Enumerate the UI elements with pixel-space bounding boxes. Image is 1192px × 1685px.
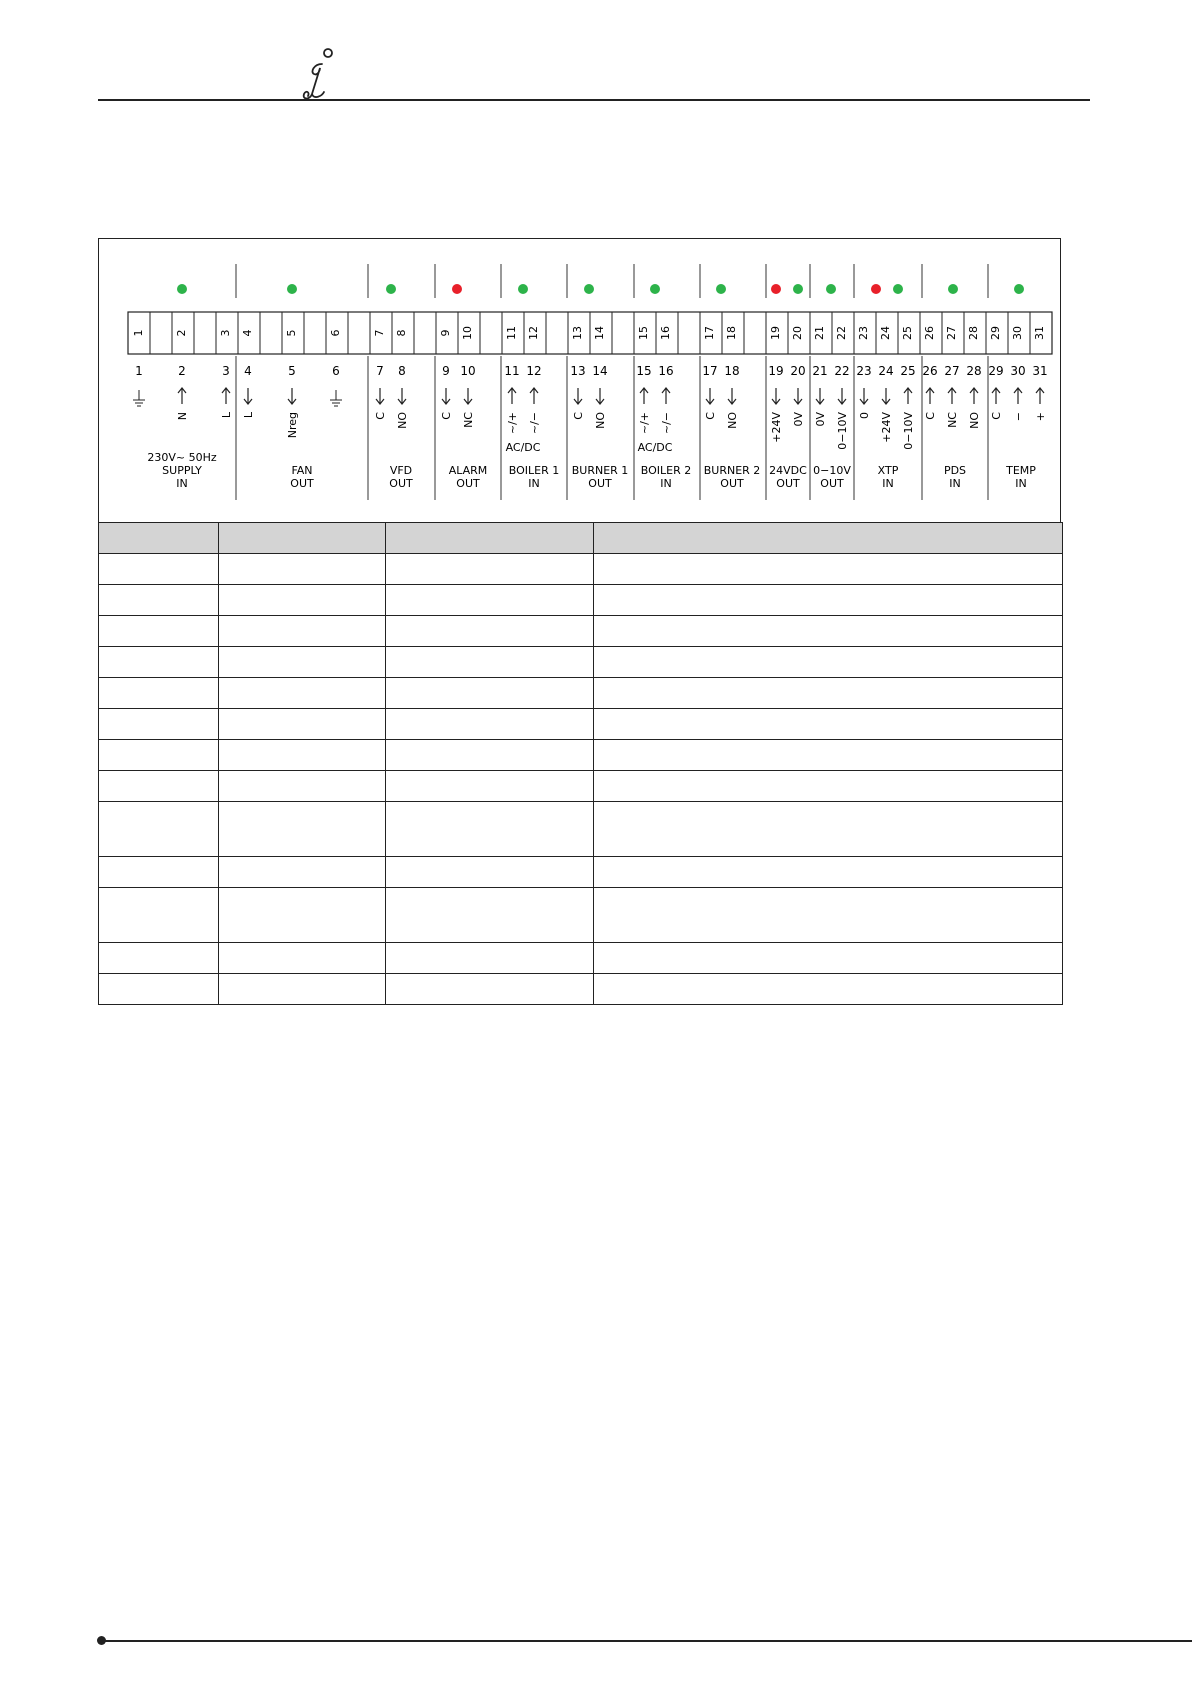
status-led-green [1014,284,1024,294]
terminal-strip-number: 18 [725,326,738,340]
terminal-strip-number: 17 [703,326,716,340]
group-label-burner1: BURNER 1 [571,464,629,477]
group-label-vfd: VFD [389,464,413,477]
signal-label: 0V [814,412,827,427]
terminal-number: 22 [834,364,850,378]
signal-label: N [176,412,189,421]
table-cell [386,974,594,1005]
status-led-green [716,284,726,294]
status-led-red [452,284,462,294]
terminal-number: 31 [1032,364,1048,378]
table-cell [99,678,219,709]
terminal-number: 9 [442,364,450,378]
status-led-green [826,284,836,294]
status-led-green [650,284,660,294]
terminal-number: 4 [244,364,252,378]
acdc-label: AC/DC [505,441,541,454]
group-label-pds: PDS [943,464,967,477]
signal-label: Nreg [286,412,299,439]
signal-label: C [704,412,717,420]
signal-label: C [374,412,387,420]
acdc-label: AC/DC [637,441,673,454]
table-cell [594,709,1063,740]
terminal-number: 5 [288,364,296,378]
status-led-green [793,284,803,294]
signal-label: ~/+ [506,412,519,435]
header-rule [98,99,1090,101]
terminal-number: 18 [724,364,740,378]
table-cell [386,888,594,943]
table-cell [99,709,219,740]
terminal-strip-number: 25 [901,326,914,340]
group-label-xtp: IN [882,477,894,490]
table-cell [594,802,1063,857]
group-label-boiler2: IN [660,477,672,490]
terminal-number: 1 [135,364,143,378]
status-led-green [287,284,297,294]
terminal-strip-number: 3 [219,329,232,337]
terminal-strip-number: 16 [659,326,672,340]
terminal-number: 12 [526,364,542,378]
table-row [99,709,1063,740]
group-label-xtp: XTP [877,464,899,477]
signal-label: NO [726,412,739,429]
signal-label: ~/− [660,412,673,435]
group-label-supply: IN [176,477,188,490]
signal-label: C [924,412,937,420]
group-label-burner2: OUT [720,477,744,490]
table-row [99,740,1063,771]
table-cell [594,554,1063,585]
table-cell [99,802,219,857]
status-led-red [871,284,881,294]
terminal-strip-number: 15 [637,326,650,340]
footer-rule [102,1640,1192,1642]
terminal-number: 15 [636,364,652,378]
terminal-number: 29 [988,364,1004,378]
group-label-temp: IN [1015,477,1027,490]
signal-label: L [242,412,255,419]
terminal-number: 25 [900,364,916,378]
terminal-strip-number: 6 [329,329,342,337]
signal-label: C [990,412,1003,420]
terminal-strip-number: 7 [373,329,386,337]
table-cell [99,585,219,616]
table-cell [386,857,594,888]
table-row [99,678,1063,709]
terminal-strip-number: 24 [879,326,892,340]
table-row [99,647,1063,678]
table-cell [594,585,1063,616]
status-led-green [584,284,594,294]
terminal-strip-number: 21 [813,326,826,340]
terminal-number: 21 [812,364,828,378]
table-cell [99,771,219,802]
terminal-strip-number: 8 [395,329,408,337]
terminal-strip-number: 2 [175,329,188,337]
terminal-strip-number: 9 [439,329,452,337]
table-cell [594,888,1063,943]
table-cell [99,888,219,943]
group-label-boiler1: BOILER 1 [508,464,560,477]
table-cell [219,647,386,678]
signal-label: +24V [770,412,783,443]
terminal-strip-number: 1 [132,329,145,337]
terminal-number: 7 [376,364,384,378]
table-cell [219,802,386,857]
terminal-number: 26 [922,364,938,378]
terminal-strip-number: 31 [1033,326,1046,340]
status-led-red [771,284,781,294]
table-cell [594,647,1063,678]
table-cell [594,857,1063,888]
terminal-strip-number: 28 [967,326,980,340]
terminal-strip-number: 26 [923,326,936,340]
terminal-number: 13 [570,364,586,378]
signal-label: ~/+ [638,412,651,435]
group-label-fan: OUT [290,477,314,490]
table-cell [386,802,594,857]
table-cell [594,771,1063,802]
table-header-cell [219,523,386,554]
group-label-burner1: OUT [588,477,612,490]
table-cell [386,616,594,647]
table-header-cell [386,523,594,554]
terminal-strip-number: 12 [527,326,540,340]
terminal-number: 14 [592,364,608,378]
table-cell [219,974,386,1005]
group-label-burner2: BURNER 2 [703,464,761,477]
signal-label: 0V [792,412,805,427]
table-cell [99,943,219,974]
group-label-24vdc: OUT [776,477,800,490]
terminal-strip-number: 5 [285,329,298,337]
table-cell [386,678,594,709]
terminal-number: 3 [222,364,230,378]
table-cell [386,554,594,585]
terminal-strip-number: 19 [769,326,782,340]
status-led-green [948,284,958,294]
table-cell [594,740,1063,771]
terminal-number: 30 [1010,364,1026,378]
table-cell [386,771,594,802]
table-cell [99,554,219,585]
table-row [99,771,1063,802]
table-cell [219,678,386,709]
terminal-strip-number: 27 [945,326,958,340]
group-label-vfd: OUT [389,477,413,490]
table-cell [219,943,386,974]
terminal-strip-number: 14 [593,326,606,340]
group-label-alarm: OUT [456,477,480,490]
terminal-strip-number: 29 [989,326,1002,340]
signal-label: C [440,412,453,420]
signal-label: + [1034,412,1047,422]
status-led-green [518,284,528,294]
table-cell [594,678,1063,709]
status-led-green [386,284,396,294]
terminal-strip-number: 23 [857,326,870,340]
table-cell [219,771,386,802]
terminal-number: 10 [460,364,476,378]
table-cell [594,943,1063,974]
wiring-diagram [98,238,1062,523]
table-cell [99,974,219,1005]
signal-label: ~/− [528,412,541,435]
table-cell [386,740,594,771]
signal-label: +24V [880,412,893,443]
table-cell [99,616,219,647]
signal-label: NO [396,412,409,429]
group-label-010v: OUT [820,477,844,490]
table-cell [99,647,219,678]
group-label-fan: FAN [291,464,313,477]
table-cell [386,709,594,740]
status-led-green [893,284,903,294]
group-label-pds: IN [949,477,961,490]
terminal-number: 11 [504,364,520,378]
signal-label: 0 [858,412,871,419]
table-row [99,974,1063,1005]
table-cell [219,709,386,740]
table-cell [219,585,386,616]
group-label-boiler1: IN [528,477,540,490]
info-icon [298,46,338,102]
terminal-strip-number: 10 [461,326,474,340]
signal-label: NO [594,412,607,429]
connection-table [98,522,1063,1005]
terminal-number: 19 [768,364,784,378]
terminal-number: 20 [790,364,806,378]
table-cell [386,647,594,678]
group-label-010v: 0−10V [813,464,851,477]
terminal-number: 6 [332,364,340,378]
table-cell [219,888,386,943]
table-body [99,554,1063,1005]
table-header-cell [594,523,1063,554]
signal-label: 0−10V [902,412,915,450]
group-label-supply: SUPPLY [162,464,202,477]
table-cell [594,616,1063,647]
terminal-strip-number: 4 [241,329,254,337]
group-label-boiler2: BOILER 2 [640,464,692,477]
signal-label: 0−10V [836,412,849,450]
table-cell [386,943,594,974]
signal-label: L [220,412,233,419]
table-cell [386,585,594,616]
group-label-supply: 230V~ 50Hz [147,451,217,464]
table-row [99,554,1063,585]
table-row [99,857,1063,888]
terminal-number: 2 [178,364,186,378]
table-cell [219,857,386,888]
terminal-number: 17 [702,364,718,378]
table-row [99,616,1063,647]
group-label-temp: TEMP [1006,464,1036,477]
table-cell [219,554,386,585]
table-header-row [99,523,1063,554]
signal-label: C [572,412,585,420]
terminal-strip-number: 20 [791,326,804,340]
table-row [99,888,1063,943]
terminal-number: 8 [398,364,406,378]
terminal-strip-number: 30 [1011,326,1024,340]
terminal-number: 28 [966,364,982,378]
table-header-cell [99,523,219,554]
terminal-strip-number: 13 [571,326,584,340]
status-led-green [177,284,187,294]
terminal-strip-number: 22 [835,326,848,340]
signal-label: NO [968,412,981,429]
terminal-number: 27 [944,364,960,378]
table-cell [99,740,219,771]
terminal-number: 23 [856,364,872,378]
table-cell [219,616,386,647]
table-cell [99,857,219,888]
table-row [99,585,1063,616]
table-cell [594,974,1063,1005]
signal-label: NC [462,412,475,428]
group-label-alarm: ALARM [448,464,488,477]
table-row [99,802,1063,857]
group-label-24vdc: 24VDC [769,464,807,477]
signal-label: − [1012,412,1025,422]
table-row [99,943,1063,974]
terminal-number: 16 [658,364,674,378]
terminal-number: 24 [878,364,894,378]
terminal-strip-number: 11 [505,326,518,340]
signal-label: NC [946,412,959,428]
table-cell [219,740,386,771]
